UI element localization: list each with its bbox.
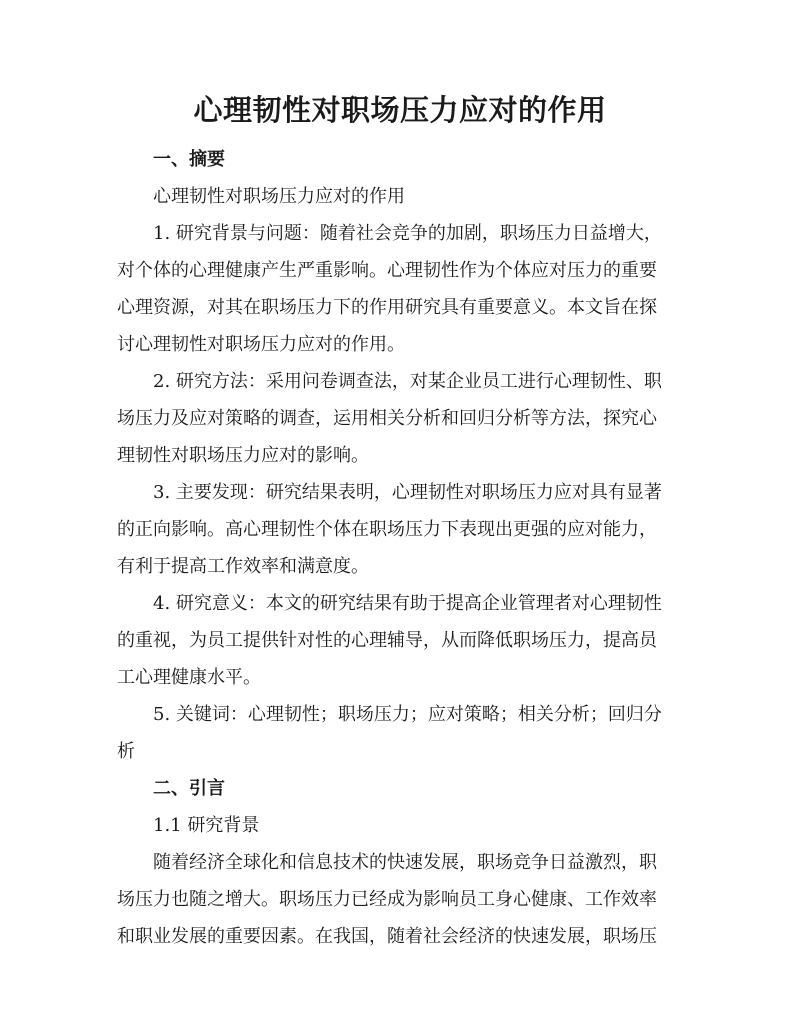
paragraph-line: 4. 研究意义：本文的研究结果有助于提高企业管理者对心理韧性 <box>153 593 662 614</box>
paragraph-line: 场压力也随之增大。职场压力已经成为影响员工身心健康、工作效率 <box>117 889 657 910</box>
section-heading-introduction: 二、引言 <box>153 778 225 799</box>
document-title: 心理韧性对职场压力应对的作用 <box>193 93 607 127</box>
paragraph-line: 有利于提高工作效率和满意度。 <box>117 556 369 577</box>
paragraph-line: 理韧性对职场压力应对的影响。 <box>117 445 369 466</box>
paragraph-line: 5. 关键词：心理韧性；职场压力；应对策略；相关分析；回归分 <box>153 704 662 725</box>
paragraph-line: 对个体的心理健康产生严重影响。心理韧性作为个体应对压力的重要 <box>117 260 657 281</box>
section-heading-abstract: 一、摘要 <box>153 149 225 170</box>
paragraph-line: 的重视，为员工提供针对性的心理辅导，从而降低职场压力，提高员 <box>117 630 657 651</box>
paragraph-line: 工心理健康水平。 <box>117 667 261 688</box>
paragraph-line: 和职业发展的重要因素。在我国，随着社会经济的快速发展，职场压 <box>117 926 657 947</box>
paragraph-line: 的正向影响。高心理韧性个体在职场压力下表现出更强的应对能力， <box>117 519 657 540</box>
abstract-subtitle: 心理韧性对职场压力应对的作用 <box>153 186 405 207</box>
paragraph-line: 场压力及应对策略的调查，运用相关分析和回归分析等方法，探究心 <box>117 408 657 429</box>
paragraph-line: 随着经济全球化和信息技术的快速发展，职场竞争日益激烈，职 <box>153 852 657 873</box>
paragraph-line: 讨心理韧性对职场压力应对的作用。 <box>117 334 405 355</box>
paragraph-line: 心理资源，对其在职场压力下的作用研究具有重要意义。本文旨在探 <box>117 297 657 318</box>
paragraph-line: 3. 主要发现：研究结果表明，心理韧性对职场压力应对具有显著 <box>153 482 662 503</box>
paragraph-line: 析 <box>117 741 135 762</box>
paragraph-line: 2. 研究方法：采用问卷调查法，对某企业员工进行心理韧性、职 <box>153 371 662 392</box>
paragraph-line: 1. 研究背景与问题：随着社会竞争的加剧，职场压力日益增大， <box>153 223 662 244</box>
subsection-heading: 1.1 研究背景 <box>153 815 260 836</box>
